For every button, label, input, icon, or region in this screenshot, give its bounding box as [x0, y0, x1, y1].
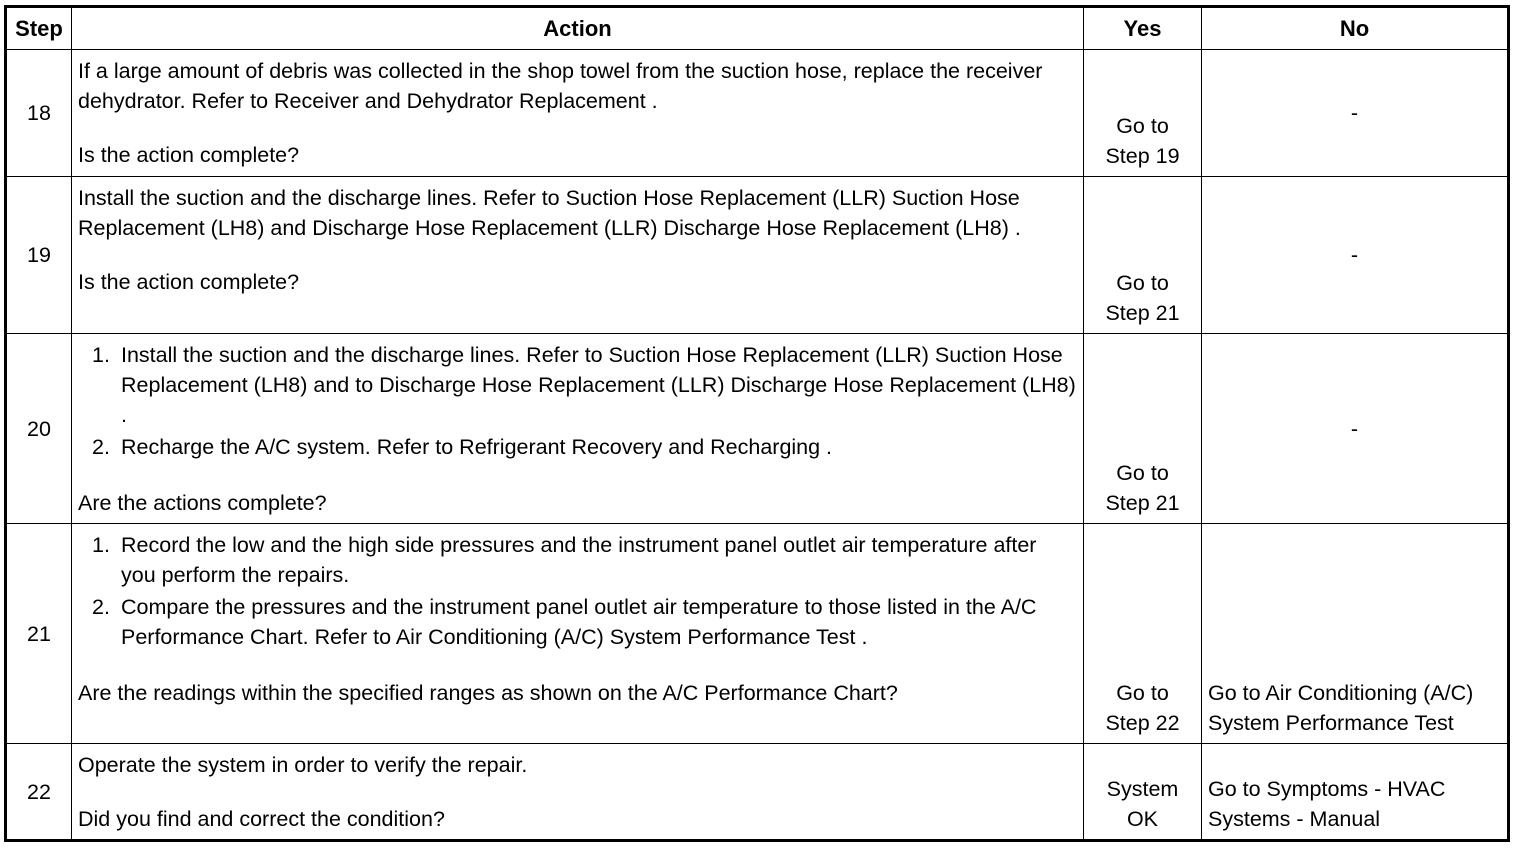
diagnostic-table: [4, 5, 1510, 842]
list-number: 1.: [92, 533, 110, 557]
no-cell: Go to Symptoms - HVAC Systems - Manual: [1202, 744, 1509, 841]
yes-line-1: Go to: [1116, 461, 1169, 485]
action-question: Is the action complete?: [78, 143, 300, 167]
list-item: [78, 340, 1077, 430]
table-row: [6, 744, 1509, 841]
header-no: No: [1202, 7, 1509, 50]
step-number: 20: [6, 334, 72, 524]
action-list: [78, 340, 1077, 462]
header-action: Action: [72, 7, 1084, 50]
yes-line-2: Step 21: [1105, 491, 1180, 515]
yes-cell: [1084, 334, 1202, 524]
list-number: 2.: [92, 435, 110, 459]
step-number: 21: [6, 524, 72, 744]
yes-line-1: System: [1106, 777, 1179, 801]
yes-line-2: OK: [1126, 807, 1159, 831]
list-text: Record the low and the high side pressures and the instrument panel outlet air temperature after you perform the repairs.: [121, 533, 1037, 587]
list-item: [78, 530, 1077, 590]
step-number: 19: [6, 177, 72, 334]
yes-line-1: Go to: [1116, 271, 1169, 295]
yes-line-2: Step 21: [1105, 301, 1180, 325]
no-cell: -: [1202, 177, 1509, 334]
action-question: Did you find and correct the condition?: [78, 807, 445, 831]
action-question: Are the actions complete?: [78, 491, 327, 515]
action-cell: [72, 334, 1084, 524]
action-cell: [72, 744, 1084, 841]
yes-line-1: Go to: [1116, 114, 1169, 138]
action-question: Are the readings within the specified ranges as shown on the A/C Performance Chart?: [78, 681, 898, 705]
yes-cell: [1084, 177, 1202, 334]
list-item: [78, 592, 1077, 652]
table-row: [6, 50, 1509, 177]
action-cell: [72, 524, 1084, 744]
action-text: If a large amount of debris was collected in the shop towel from the suction hose, replace the receiver dehydrator. Refer to Receiver and Dehydrator Replacement .: [78, 59, 1043, 113]
yes-line-2: Step 22: [1105, 711, 1180, 735]
action-question: Is the action complete?: [78, 270, 300, 294]
yes-cell: [1084, 50, 1202, 177]
table-row: [6, 334, 1509, 524]
yes-cell: [1084, 524, 1202, 744]
action-text: Install the suction and the discharge lines. Refer to Suction Hose Replacement (LLR) Suction Hose Replacement (LH8) and Discharge Hose Replacement (LLR) Discharge Hose Replacement (LH8) .: [78, 186, 1021, 240]
header-yes: Yes: [1084, 7, 1202, 50]
yes-cell: [1084, 744, 1202, 841]
step-number: 22: [6, 744, 72, 841]
no-cell: -: [1202, 334, 1509, 524]
no-cell: -: [1202, 50, 1509, 177]
yes-line-2: Step 19: [1105, 144, 1180, 168]
no-cell: Go to Air Conditioning (A/C) System Performance Test: [1202, 524, 1509, 744]
list-text: Install the suction and the discharge lines. Refer to Suction Hose Replacement (LLR) Suction Hose Replacement (LH8) and to Discharge Hose Replacement (LLR) Discharge Hose Replacement (LH8) .: [121, 343, 1076, 427]
list-text: Recharge the A/C system. Refer to Refrigerant Recovery and Recharging .: [121, 435, 833, 459]
yes-line-1: Go to: [1116, 681, 1169, 705]
table-row: [6, 524, 1509, 744]
list-number: 2.: [92, 595, 110, 619]
header-row: [6, 7, 1509, 50]
action-cell: [72, 50, 1084, 177]
header-step: Step: [6, 7, 72, 50]
table-row: [6, 177, 1509, 334]
list-item: [78, 432, 1077, 462]
action-list: [78, 530, 1077, 652]
action-cell: [72, 177, 1084, 334]
list-text: Compare the pressures and the instrument panel outlet air temperature to those listed in the A/C Performance Chart. Refer to Air Conditioning (A/C) System Performance Test .: [121, 595, 1037, 649]
action-text: Operate the system in order to verify the repair.: [78, 753, 528, 777]
list-number: 1.: [92, 343, 110, 367]
step-number: 18: [6, 50, 72, 177]
